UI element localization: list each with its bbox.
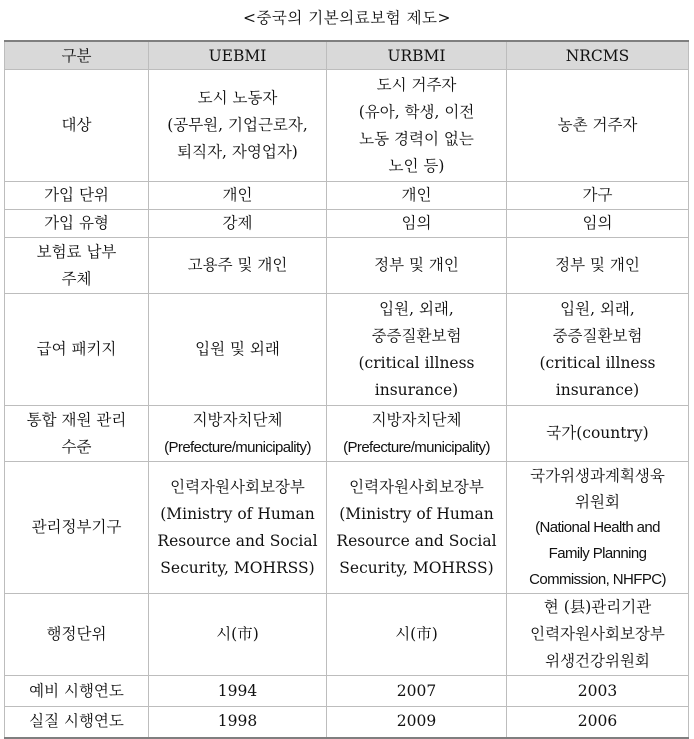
uebmi-cell: 1998 [149, 707, 327, 738]
table-caption: <중국의 기본의료보험 제도> [242, 9, 452, 27]
health-insurance-table [4, 40, 689, 739]
uebmi-cell: 강제 [149, 210, 327, 238]
row-label: 가입 유형 [5, 210, 149, 238]
uebmi-cell: 도시 노동자 (공무원, 기업근로자, 퇴직자, 자영업자) [149, 70, 327, 182]
nrcms-cell: 2006 [507, 707, 689, 738]
urbmi-cell: 입원, 외래, 중증질환보험 (critical illness insurance) [327, 294, 507, 406]
table-row [5, 294, 689, 406]
row-label: 대상 [5, 70, 149, 182]
table-row [5, 707, 689, 738]
row-label: 급여 패키지 [5, 294, 149, 406]
header-urbmi: URBMI [327, 41, 507, 70]
urbmi-cell: 시(市) [327, 594, 507, 676]
uebmi-cell: 지방자치단체 (Prefecture/municipality) [149, 406, 327, 462]
urbmi-cell: 2009 [327, 707, 507, 738]
urbmi-cell: 지방자치단체 (Prefecture/municipality) [327, 406, 507, 462]
nrcms-cell: 가구 [507, 182, 689, 210]
urbmi-cell: 2007 [327, 676, 507, 707]
nrcms-cell: 국가위생과계획생육 위원회 (National Health and Family Planning Commission, NHFPC) [507, 462, 689, 594]
nrcms-cell: 입원, 외래, 중증질환보험 (critical illness insurance) [507, 294, 689, 406]
table-row [5, 406, 689, 462]
urbmi-cell: 인력자원사회보장부 (Ministry of Human Resource and Social Security, MOHRSS) [327, 462, 507, 594]
uebmi-cell: 인력자원사회보장부 (Ministry of Human Resource and Social Security, MOHRSS) [149, 462, 327, 594]
urbmi-cell: 정부 및 개인 [327, 238, 507, 294]
header-category: 구분 [5, 41, 149, 70]
uebmi-cell: 시(市) [149, 594, 327, 676]
row-label: 관리정부기구 [5, 462, 149, 594]
table-row [5, 182, 689, 210]
table-row [5, 594, 689, 676]
urbmi-cell: 임의 [327, 210, 507, 238]
row-label: 실질 시행연도 [5, 707, 149, 738]
uebmi-cell: 입원 및 외래 [149, 294, 327, 406]
nrcms-cell: 국가(country) [507, 406, 689, 462]
nrcms-cell: 정부 및 개인 [507, 238, 689, 294]
urbmi-cell: 개인 [327, 182, 507, 210]
nrcms-cell: 2003 [507, 676, 689, 707]
nrcms-cell: 현 (县)관리기관 인력자원사회보장부 위생건강위원회 [507, 594, 689, 676]
uebmi-cell: 고용주 및 개인 [149, 238, 327, 294]
row-label: 가입 단위 [5, 182, 149, 210]
table-row [5, 676, 689, 707]
table-row [5, 70, 689, 182]
uebmi-cell: 1994 [149, 676, 327, 707]
urbmi-cell: 도시 거주자 (유아, 학생, 이전 노동 경력이 없는 노인 등) [327, 70, 507, 182]
row-label: 예비 시행연도 [5, 676, 149, 707]
table-row [5, 238, 689, 294]
header-uebmi: UEBMI [149, 41, 327, 70]
row-label: 보험료 납부 주체 [5, 238, 149, 294]
table-row [5, 462, 689, 594]
header-row [5, 41, 689, 70]
header-nrcms: NRCMS [507, 41, 689, 70]
uebmi-cell: 개인 [149, 182, 327, 210]
row-label: 행정단위 [5, 594, 149, 676]
table-row [5, 210, 689, 238]
nrcms-cell: 임의 [507, 210, 689, 238]
nrcms-cell: 농촌 거주자 [507, 70, 689, 182]
row-label: 통합 재원 관리 수준 [5, 406, 149, 462]
